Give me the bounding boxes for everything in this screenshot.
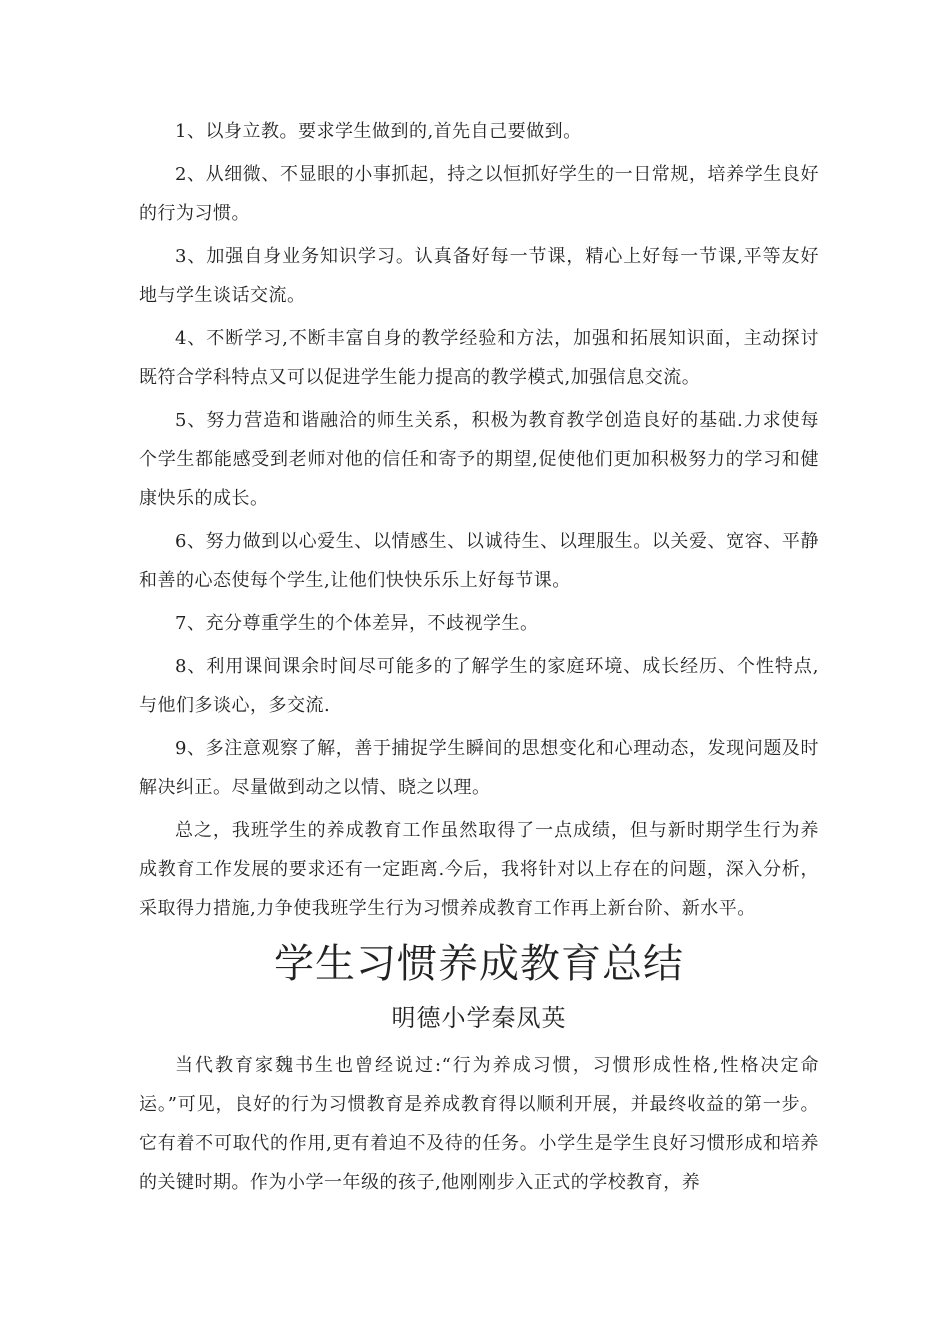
- document-title: 学生习惯养成教育总结: [274, 941, 684, 987]
- conclusion-paragraph: 总之，我班学生的养成教育工作虽然取得了一点成绩，但与新时期学生行为养成教育工作发展的要求还有一定距离.今后，我将针对以上存在的问题，深入分析，采取得力措施,力争使我班学生行为习惯养成教育工作再上新台阶、新水平。: [139, 820, 819, 919]
- list-item-1: 1、以身立教。要求学生做到的,首先自己要做到。: [175, 121, 582, 142]
- list-item-9: 9、多注意观察了解，善于捕捉学生瞬间的思想变化和心理动态，发现问题及时解决纠正。尽量做到动之以情、晓之以理。: [139, 738, 819, 798]
- list-item-5: 5、努力营造和谐融洽的师生关系，积极为教育教学创造良好的基础.力求使每个学生都能感受到老师对他的信任和寄予的期望,促使他们更加积极努力的学习和健康快乐的成长。: [139, 410, 819, 509]
- list-item-4: 4、不断学习,不断丰富自身的教学经验和方法，加强和拓展知识面，主动探讨既符合学科特点又可以促进学生能力提高的教学模式,加强信息交流。: [139, 328, 819, 388]
- author-line: 明德小学秦凤英: [391, 1004, 567, 1032]
- list-item-2: 2、从细微、不显眼的小事抓起，持之以恒抓好学生的一日常规，培养学生良好的行为习惯。: [139, 164, 819, 224]
- list-item-8: 8、利用课间课余时间尽可能多的了解学生的家庭环境、成长经历、个性特点,与他们多谈心，多交流.: [139, 656, 819, 716]
- intro-paragraph: 当代教育家魏书生也曾经说过:“行为养成习惯，习惯形成性格,性格决定命运。”可见，良好的行为习惯教育是养成教育得以顺利开展，并最终收益的第一步。它有着不可取代的作用,更有着迫不及待的任务。小学生是学生良好习惯形成和培养的关键时期。作为小学一年级的孩子,他刚刚步入正式的学校教育，养: [139, 1055, 819, 1193]
- list-item-7: 7、充分尊重学生的个体差异，不歧视学生。: [175, 613, 539, 634]
- list-item-6: 6、努力做到以心爱生、以情感生、以诚待生、以理服生。以关爱、宽容、平静和善的心态使每个学生,让他们快快乐乐上好每节课。: [139, 531, 819, 591]
- document-body: [139, 112, 819, 1206]
- list-item-3: 3、加强自身业务知识学习。认真备好每一节课，精心上好每一节课,平等友好地与学生谈话交流。: [139, 246, 819, 306]
